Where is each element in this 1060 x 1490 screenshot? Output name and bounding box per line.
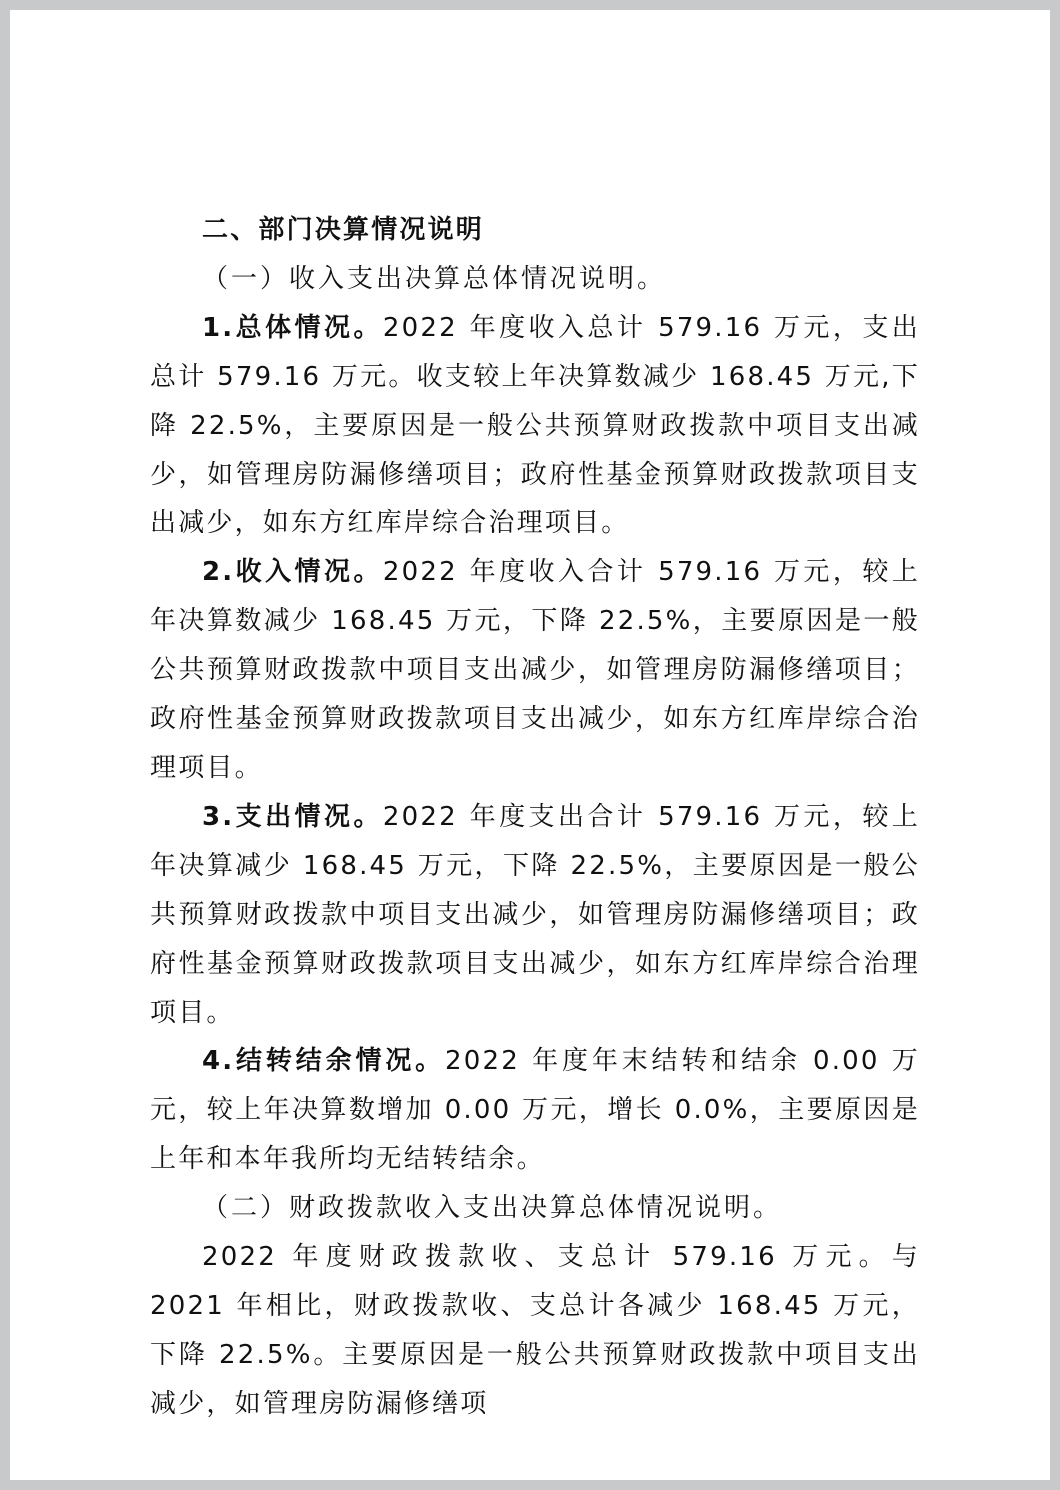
- paragraph-lead: 4.结转结余情况。: [202, 1046, 446, 1077]
- paragraph-carryover: [150, 1037, 920, 1184]
- paragraph-lead: 3.支出情况。: [202, 801, 383, 832]
- subsection-title-1: （一）收入支出决算总体情况说明。: [202, 263, 667, 294]
- paragraph-text: 2022 年度收入总计 579.16 万元，支出总计 579.16 万元。收支较上年决算数减少 168.45 万元,下降 22.5%，主要原因是一般公共预算财政拨款中项目支出减少，如管理房防漏修缮项目；政府性基金预算财政拨款项目支出减少，如东方红库岸综合治理项目。: [150, 312, 920, 539]
- subsection-title-2: （二）财政拨款收入支出决算总体情况说明。: [202, 1193, 783, 1224]
- paragraph-expense: [150, 793, 920, 1038]
- paragraph-income: [150, 548, 920, 793]
- paragraph-lead: 1.总体情况。: [202, 312, 383, 343]
- paragraph-lead: 2.收入情况。: [202, 557, 383, 588]
- paragraph-fiscal: 2022 年度财政拨款收、支总计 579.16 万元。与 2021 年相比，财政拨款收、支总计各减少 168.45 万元，下降 22.5%。主要原因是一般公共预算财政拨款中项目支出减少，如管理房防漏修缮项: [150, 1242, 920, 1419]
- section-title: 二、部门决算情况说明: [202, 215, 485, 245]
- paragraph-text: 2022 年度年末结转和结余 0.00 万元，较上年决算数增加 0.00 万元，增长 0.0%，主要原因是上年和本年我所均无结转结余。: [150, 1046, 920, 1175]
- document-page: [10, 10, 1050, 1480]
- document-body: [150, 206, 920, 1429]
- paragraph-overall: [150, 304, 920, 549]
- paragraph-text: 2022 年度收入合计 579.16 万元，较上年决算数减少 168.45 万元，下降 22.5%，主要原因是一般公共预算财政拨款中项目支出减少，如管理房防漏修缮项目；政府性基金预算财政拨款项目支出减少，如东方红库岸综合治理项目。: [150, 557, 920, 783]
- paragraph-text: 2022 年度支出合计 579.16 万元，较上年决算减少 168.45 万元，下降 22.5%，主要原因是一般公共预算财政拨款中项目支出减少，如管理房防漏修缮项目；政府性基金预算财政拨款项目支出减少，如东方红库岸综合治理项目。: [150, 801, 920, 1028]
